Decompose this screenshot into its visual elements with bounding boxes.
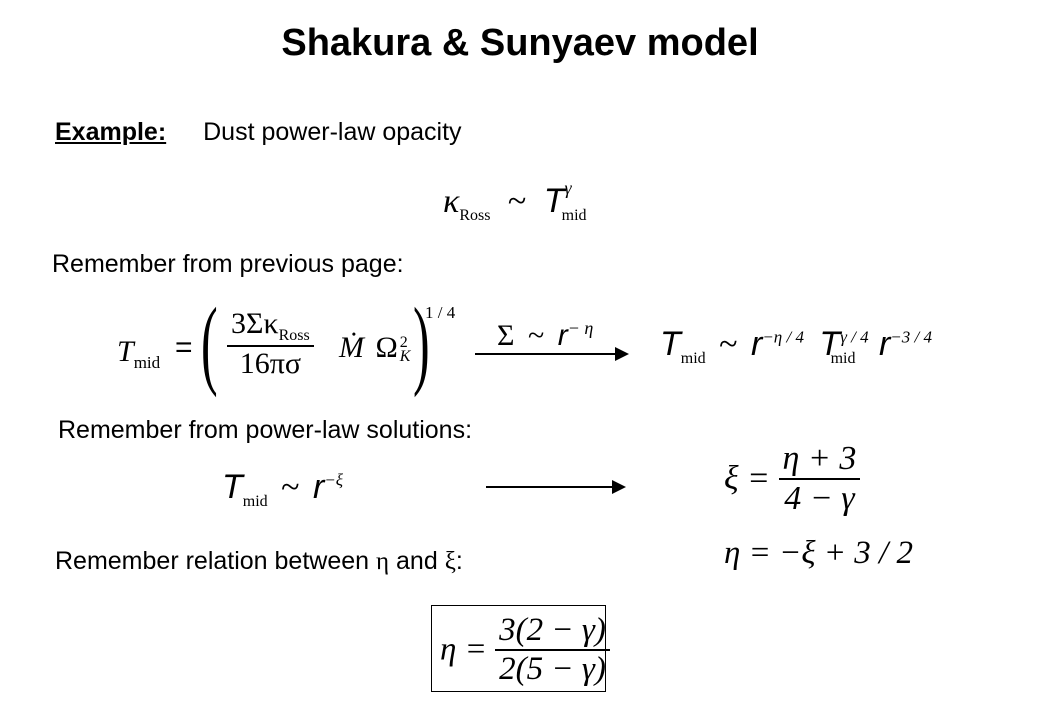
right-paren: ) bbox=[413, 287, 430, 398]
remember-power-law: Remember from power-law solutions: bbox=[58, 416, 473, 444]
left-paren: ( bbox=[201, 287, 218, 398]
sigma-equation: Σ ~ $r^{- \eta}$ bbox=[497, 318, 594, 352]
opacity-equation: $\kappa_{Ross}$ ~ $T^\gamma_{mid}$ bbox=[443, 178, 587, 224]
arrow-right-2 bbox=[486, 486, 624, 488]
xi-equation: ξ = $\frac{\eta + 3}{4 - \gamma}$ bbox=[724, 440, 860, 518]
arrow-right-1 bbox=[475, 353, 627, 355]
example-text: Dust power-law opacity bbox=[203, 118, 462, 146]
eta-xi-equation: η = −ξ + 3 / 2 bbox=[724, 535, 913, 571]
final-equation-box: η = $\frac{3(2 - \gamma)}{2(5 - \gamma)}$ bbox=[431, 605, 606, 692]
remember-previous-page: Remember from previous page: bbox=[52, 250, 404, 278]
remember-relation: Remember relation between η and ξ: bbox=[55, 547, 463, 575]
example-label: Example: bbox=[55, 118, 167, 146]
example-line bbox=[55, 118, 462, 147]
tmid-r-equation: $T_{mid}$ ~ $r^{-\xi}$ bbox=[222, 468, 344, 510]
tmid-scaling-result: $T_{mid}$ ~ $r^{-\eta / 4}$ $T^{\gamma / 4}_{mid}$ $r^{-3 / 4}$ bbox=[660, 325, 932, 367]
page-title: Shakura & Sunyaev model bbox=[281, 22, 759, 64]
